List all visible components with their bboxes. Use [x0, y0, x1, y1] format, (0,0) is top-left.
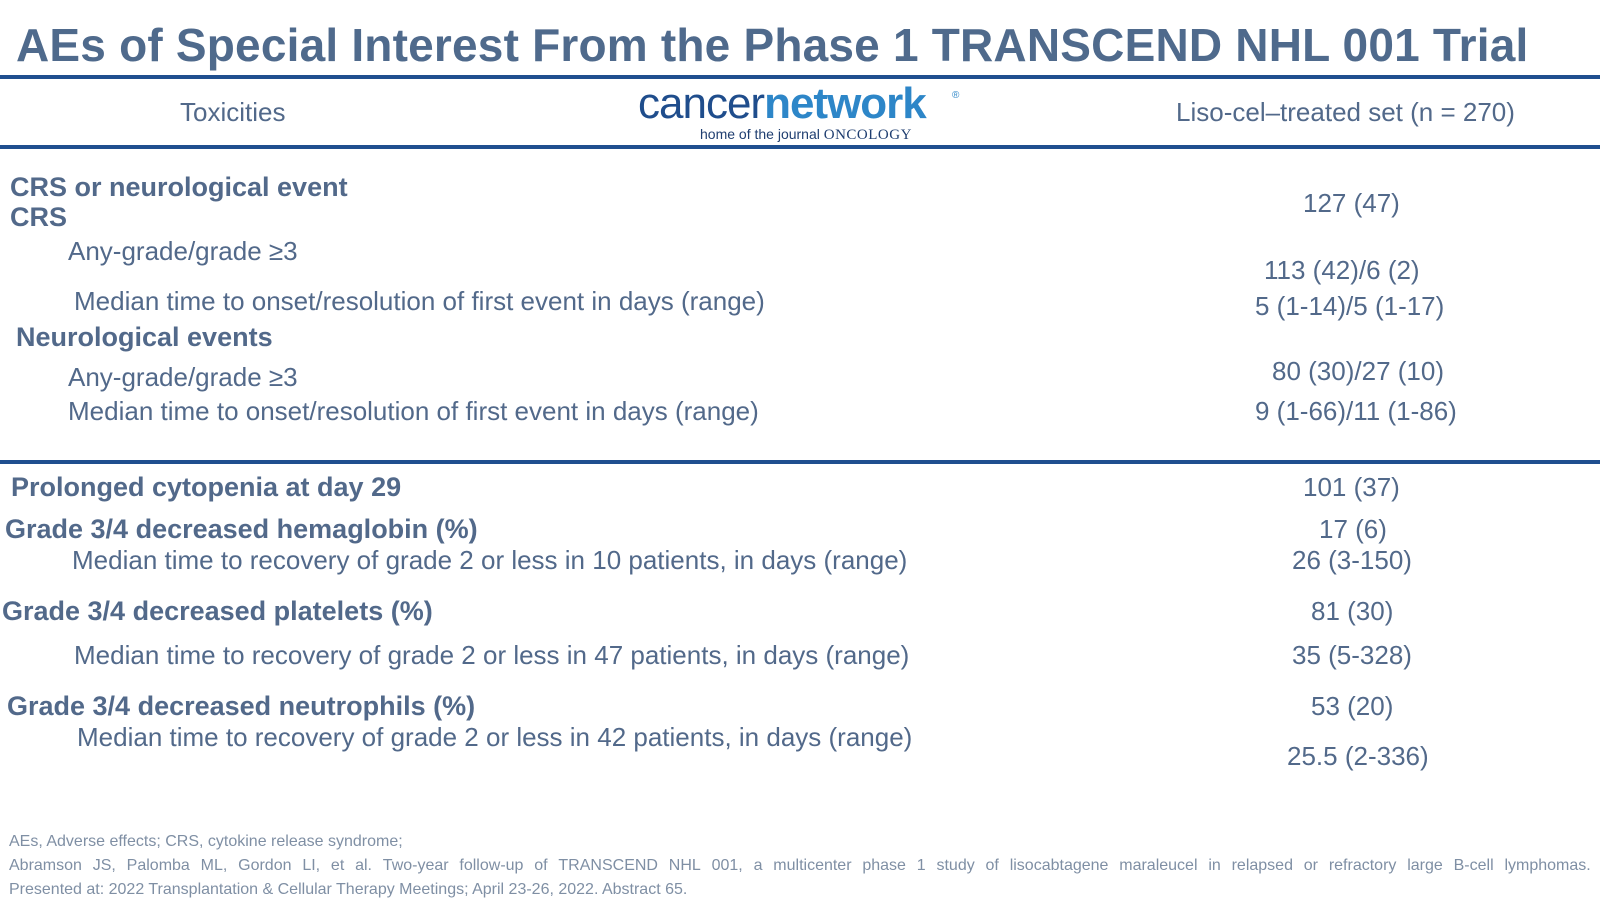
footnote-reference-word: of: [985, 857, 999, 874]
cytopenia-value: 101 (37): [1303, 472, 1400, 502]
footnote-reference-word: in: [1208, 857, 1221, 874]
footnote-reference-word: 1: [916, 857, 926, 874]
footnote-presentation: Presented at: 2022 Transplantation & Cellular Therapy Meetings; April 23-26, 2022. Abstract 65.: [9, 881, 688, 898]
crs-or-neuro-value: 127 (47): [1303, 188, 1400, 218]
crs-median-label: Median time to onset/resolution of first event in days (range): [74, 286, 765, 316]
footnote-reference-word: large: [1407, 857, 1443, 874]
footnote-reference-word: maraleucel: [1119, 857, 1198, 874]
neuro-events-label: Neurological events: [16, 322, 273, 352]
neutrophils-label: Grade 3/4 decreased neutrophils (%): [7, 691, 476, 721]
hemoglobin-median-value: 26 (3-150): [1292, 545, 1412, 575]
footnote-reference-word: relapsed: [1231, 857, 1293, 874]
footnote-reference-word: TRANSCEND: [558, 857, 658, 874]
crs-or-neuro-heading: CRS or neurological event: [10, 172, 348, 202]
logo-word-network: network: [764, 79, 926, 128]
footnote-reference-word: study: [936, 857, 975, 874]
footnote-reference-word: or: [1303, 857, 1319, 874]
platelets-median-label: Median time to recovery of grade 2 or less in 47 patients, in days (range): [74, 640, 910, 670]
footnote-reference-word: follow-up: [459, 857, 524, 874]
neutrophils-median-value: 25.5 (2-336): [1287, 741, 1429, 771]
page-title: AEs of Special Interest From the Phase 1 TRANSCEND NHL 001 Trial: [16, 19, 1529, 71]
footnote-reference-word: Two-year: [382, 857, 449, 874]
footnote-reference-word: NHL: [668, 857, 701, 874]
column-header-liso-cel: Liso-cel–treated set (n = 270): [1176, 97, 1515, 127]
neutrophils-value: 53 (20): [1311, 691, 1394, 721]
column-header-toxicities: Toxicities: [180, 97, 286, 127]
footnote-reference-word: et: [330, 857, 345, 874]
header-divider: [0, 145, 1600, 149]
footnote-reference-word: al.: [355, 857, 372, 874]
footnote-reference-word: multicenter: [773, 857, 852, 874]
footnote-reference-word: LI,: [302, 857, 321, 874]
logo-tagline-text: home of the journal: [700, 126, 820, 142]
platelets-label: Grade 3/4 decreased platelets (%): [2, 596, 433, 626]
footnote-reference-word: Gordon: [238, 857, 292, 874]
footnote-reference-word: Abramson: [9, 857, 82, 874]
neuro-median-value: 9 (1-66)/11 (1-86): [1255, 396, 1457, 426]
platelets-median-value: 35 (5-328): [1292, 640, 1412, 670]
logo-word-cancer: cancer: [638, 79, 765, 128]
footnote-reference-word: JS,: [92, 857, 116, 874]
footnote-reference-word: Palomba: [126, 857, 190, 874]
footnote-reference: [9, 857, 1591, 875]
cancernetwork-logo: [638, 79, 968, 144]
neuro-any-grade-value: 80 (30)/27 (10): [1272, 356, 1444, 386]
footnote-reference-word: ML,: [200, 857, 228, 874]
hemoglobin-label: Grade 3/4 decreased hemaglobin (%): [5, 514, 478, 544]
footnote-reference-word: a: [753, 857, 763, 874]
footnote-reference-word: of: [534, 857, 548, 874]
logo-tagline: [700, 126, 912, 144]
logo-registered-mark: ®: [952, 90, 960, 101]
footnote-reference-word: lymphomas.: [1504, 857, 1591, 874]
footnote-reference-word: phase: [862, 857, 906, 874]
neuro-any-grade-label: Any-grade/grade ≥3: [68, 362, 298, 392]
footnote-abbreviations: AEs, Adverse effects; CRS, cytokine release syndrome;: [9, 833, 403, 850]
crs-label: CRS: [10, 202, 68, 232]
footnote-reference-word: B-cell: [1453, 857, 1494, 874]
neutrophils-median-label: Median time to recovery of grade 2 or less in 42 patients, in days (range): [77, 722, 913, 752]
footnote-reference-word: lisocabtagene: [1009, 857, 1109, 874]
crs-any-grade-value: 113 (42)/6 (2): [1264, 255, 1420, 285]
section-divider: [0, 460, 1600, 464]
neuro-median-label: Median time to onset/resolution of first event in days (range): [68, 396, 759, 426]
logo-journal-name: ONCOLOGY: [823, 127, 912, 143]
hemoglobin-value: 17 (6): [1319, 514, 1387, 544]
crs-any-grade-label: Any-grade/grade ≥3: [68, 236, 298, 266]
platelets-value: 81 (30): [1311, 596, 1394, 626]
cytopenia-heading: Prolonged cytopenia at day 29: [11, 472, 402, 502]
footnote-reference-word: 001,: [711, 857, 743, 874]
footnote-reference-word: refractory: [1328, 857, 1397, 874]
hemoglobin-median-label: Median time to recovery of grade 2 or less in 10 patients, in days (range): [72, 545, 908, 575]
crs-median-value: 5 (1-14)/5 (1-17): [1255, 291, 1445, 321]
